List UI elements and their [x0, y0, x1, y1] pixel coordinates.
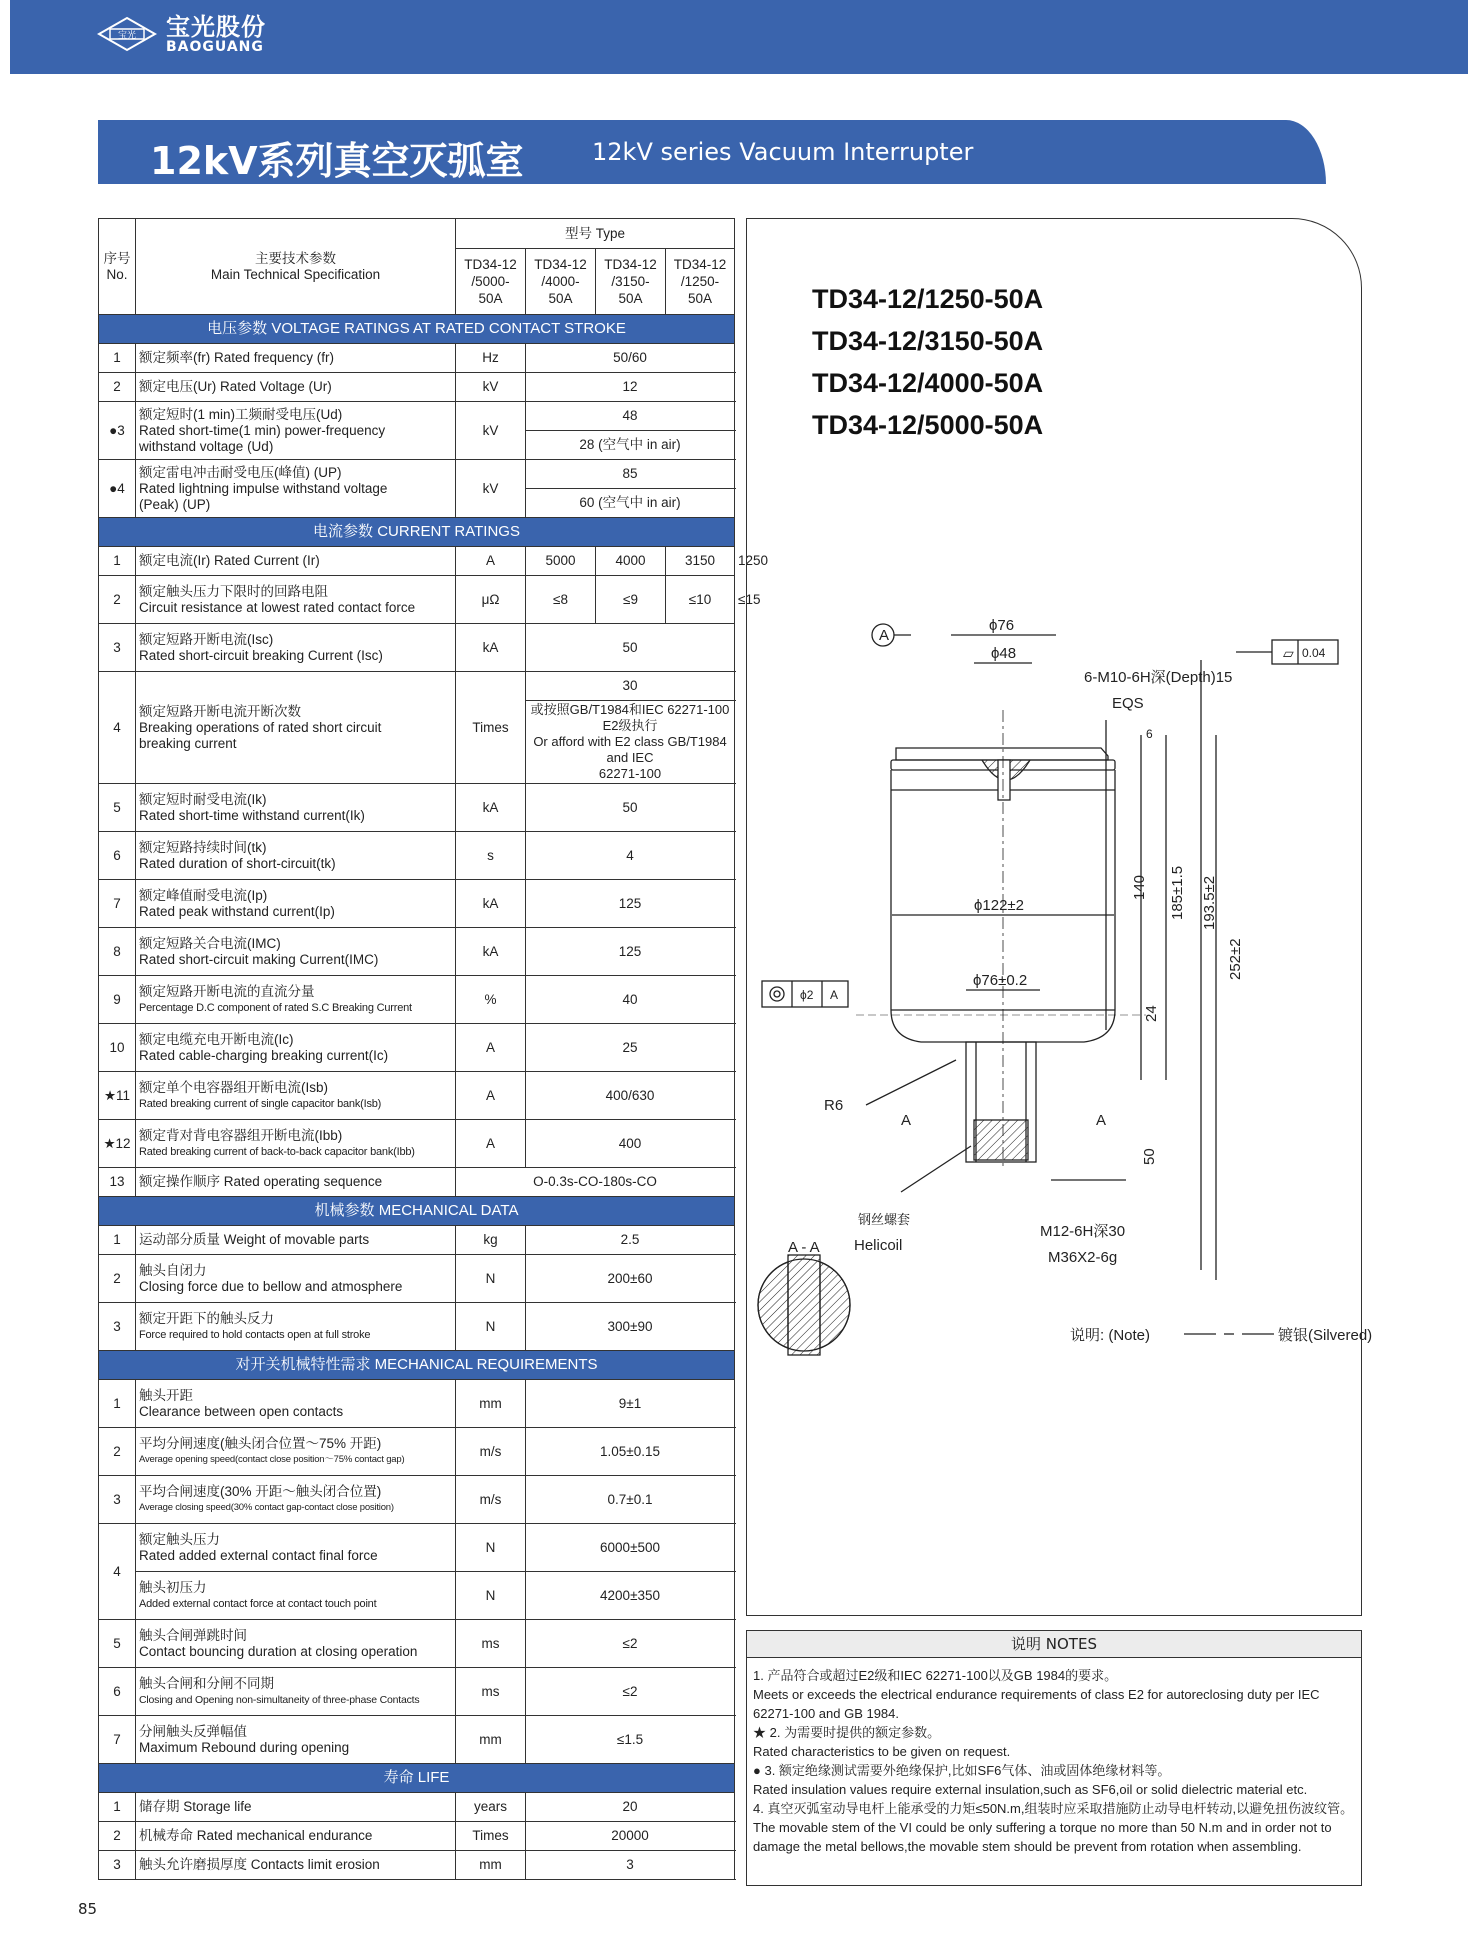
- type-col: TD34-12 /4000- 50A: [526, 249, 596, 315]
- note-line: The movable stem of the VI could be only suffering a torque no more than 50 N.m and in order not to damage the metal bellows,the movable stem should be prevent from rotation when assembling.: [753, 1820, 1332, 1854]
- dim-d76: ϕ76: [989, 617, 1015, 634]
- row-value: 25: [526, 1024, 735, 1072]
- row-value: 125: [526, 880, 735, 928]
- dim-6: 6: [1146, 727, 1153, 741]
- svg-text:宝光: 宝光: [117, 31, 137, 41]
- row-value: 28 (空气中 in air): [526, 431, 735, 460]
- flatness-value: 0.04: [1302, 646, 1326, 660]
- technical-drawing: [746, 560, 1373, 1380]
- row-no: 4: [99, 1524, 136, 1620]
- row-value: 或按照GB/T1984和IEC 62271-100 E2级执行 Or afford with E2 class GB/T1984 and IEC 62271-100: [526, 701, 735, 784]
- row-no: 5: [99, 1620, 136, 1668]
- radius-r6: R6: [824, 1097, 844, 1114]
- dim-193: 193.5±2: [1201, 875, 1218, 930]
- row-value: 4000: [596, 547, 666, 576]
- row-spec-cn: 触头合闸和分闸不同期: [139, 1675, 274, 1691]
- row-no: 1: [99, 1226, 136, 1255]
- flatness-icon: ▱: [1283, 645, 1294, 661]
- row-unit: ms: [456, 1620, 526, 1668]
- notes-box: [746, 1630, 1362, 1886]
- row-value: 400/630: [526, 1072, 735, 1120]
- row-unit: μΩ: [456, 576, 526, 624]
- row-value: ≤9: [596, 576, 666, 624]
- row-unit: mm: [456, 1716, 526, 1764]
- row-value: 3: [526, 1851, 735, 1880]
- row-spec-cn: 额定背对背电容器组开断电流(Ibb): [139, 1127, 343, 1143]
- row-spec: 额定电流(Ir) Rated Current (Ir): [136, 547, 456, 576]
- coax-tolerance: ϕ2: [800, 988, 814, 1002]
- top-flange: [896, 748, 1108, 760]
- row-spec: 触头允许磨损厚度 Contacts limit erosion: [136, 1851, 456, 1880]
- note-line: ★ 2. 为需要时提供的额定参数。: [753, 1725, 941, 1740]
- row-spec: 额定短路开断电流开断次数 Breaking operations of rated short circuit breaking current: [136, 672, 456, 784]
- row-no: 9: [99, 976, 136, 1024]
- model-name: TD34-12/1250-50A: [812, 284, 1044, 314]
- row-spec-cn: 额定开距下的触头反力: [139, 1310, 274, 1326]
- row-no: 2: [99, 576, 136, 624]
- row-value: 9±1: [526, 1380, 735, 1428]
- model-name: TD34-12/5000-50A: [812, 410, 1044, 440]
- row-no: 4: [99, 672, 136, 784]
- row-value: 400: [526, 1120, 735, 1168]
- row-unit: Times: [456, 1822, 526, 1851]
- note-line: Rated insulation values require external insulation,such as SF6,oil or solid dielectric material etc.: [753, 1782, 1308, 1797]
- dim-50: 50: [1141, 1148, 1158, 1165]
- page-title-en: 12kV series Vacuum Interrupter: [592, 138, 974, 166]
- row-unit: ms: [456, 1668, 526, 1716]
- row-spec-en: Closing and Opening non-simultaneity of three-phase Contacts: [139, 1693, 420, 1706]
- row-value: ≤2: [526, 1620, 735, 1668]
- brand-name-cn: 宝光股份: [166, 13, 266, 41]
- dim-d76b: ϕ76±0.2: [973, 972, 1028, 989]
- note-line: 1. 产品符合或超过E2级和IEC 62271-100以及GB 1984的要求。: [753, 1668, 1118, 1683]
- coax-datum: A: [830, 988, 839, 1002]
- row-no: 10: [99, 1024, 136, 1072]
- row-spec: 额定峰值耐受电流(Ip) Rated peak withstand current(Ip): [136, 880, 456, 928]
- row-no: 3: [99, 1476, 136, 1524]
- row-spec: 触头自闭力 Closing force due to bellow and atmosphere: [136, 1255, 456, 1303]
- row-spec: 额定频率(fr) Rated frequency (fr): [136, 344, 456, 373]
- row-spec-en: Average opening speed(contact close position～75% contact gap): [139, 1453, 405, 1465]
- model-list: [812, 278, 1043, 446]
- row-value: 300±90: [526, 1303, 735, 1351]
- type-col: TD34-12 /3150- 50A: [596, 249, 666, 315]
- brand-logo: [98, 14, 266, 54]
- row-value: 50: [526, 784, 735, 832]
- row-value: 2.5: [526, 1226, 735, 1255]
- row-value: 12: [526, 373, 735, 402]
- row-no: 1: [99, 344, 136, 373]
- row-unit: Hz: [456, 344, 526, 373]
- row-spec-cn: 平均分闸速度(触头闭合位置～75% 开距): [139, 1435, 382, 1451]
- row-value: 48: [526, 402, 735, 431]
- row-no: 2: [99, 1822, 136, 1851]
- note-line: 4. 真空灭弧室动导电杆上能承受的力矩≤50N.m,组装时应采取措施防止动导电杆转动,以避免扭伤波纹管。: [753, 1801, 1354, 1816]
- row-unit: kV: [456, 460, 526, 518]
- row-value: 0.7±0.1: [526, 1476, 735, 1524]
- type-col: TD34-12 /1250- 50A: [666, 249, 735, 315]
- row-spec-cn: 额定单个电容器组开断电流(Isb): [139, 1079, 328, 1095]
- note-line: Meets or exceeds the electrical endurance requirements of class E2 for autoreclosing duty per IEC 62271-100 and GB 1984.: [753, 1687, 1320, 1721]
- row-spec: 额定触头压力 Rated added external contact final force: [136, 1524, 456, 1572]
- section-mark-right: A: [1096, 1112, 1107, 1129]
- section-aa-label: A - A: [788, 1239, 820, 1256]
- row-spec: 触头合闸弹跳时间 Contact bouncing duration at closing operation: [136, 1620, 456, 1668]
- row-no: 6: [99, 832, 136, 880]
- row-spec: 额定电缆充电开断电流(Ic) Rated cable-charging breaking current(Ic): [136, 1024, 456, 1072]
- dim-140: 140: [1131, 874, 1148, 900]
- note-line: ● 3. 额定绝缘测试需要外绝缘保护,比如SF6气体、油或固体绝缘材料等。: [753, 1763, 1171, 1778]
- dim-eqs: EQS: [1112, 695, 1144, 712]
- row-unit: kV: [456, 402, 526, 460]
- row-unit: m/s: [456, 1428, 526, 1476]
- row-spec-en: Force required to hold contacts open at full stroke: [139, 1328, 371, 1341]
- row-no: 3: [99, 1303, 136, 1351]
- row-value: 1.05±0.15: [526, 1428, 735, 1476]
- row-unit: A: [456, 1072, 526, 1120]
- notes-title: 说明 NOTES: [747, 1631, 1361, 1658]
- datum-a-label: A: [879, 627, 890, 644]
- row-spec: 额定短路开断电流(Isc) Rated short-circuit breaking Current (Isc): [136, 624, 456, 672]
- row-unit: s: [456, 832, 526, 880]
- row-spec: 运动部分质量 Weight of movable parts: [136, 1226, 456, 1255]
- row-value: 20000: [526, 1822, 735, 1851]
- row-unit: years: [456, 1793, 526, 1822]
- row-spec: 额定短路持续时间(tk) Rated duration of short-circuit(tk): [136, 832, 456, 880]
- section-mechanical: 机械参数 MECHANICAL DATA: [99, 1197, 735, 1226]
- row-spec: 储存期 Storage life: [136, 1793, 456, 1822]
- row-unit: kg: [456, 1226, 526, 1255]
- row-spec-en: Percentage D.C component of rated S.C Breaking Current: [139, 1001, 412, 1014]
- row-value: 125: [526, 928, 735, 976]
- row-spec: 机械寿命 Rated mechanical endurance: [136, 1822, 456, 1851]
- row-spec: 触头开距 Clearance between open contacts: [136, 1380, 456, 1428]
- row-unit: Times: [456, 672, 526, 784]
- row-no: 2: [99, 1255, 136, 1303]
- note-label: 说明: (Note): [1070, 1327, 1151, 1344]
- row-spec: 额定短路关合电流(IMC) Rated short-circuit making Current(IMC): [136, 928, 456, 976]
- dim-m12: M12-6H深30: [1040, 1223, 1126, 1240]
- row-no: ●3: [99, 402, 136, 460]
- title-banner: [98, 120, 1326, 184]
- header-no: 序号 No.: [99, 219, 136, 315]
- row-spec: 额定短时耐受电流(Ik) Rated short-time withstand current(Ik): [136, 784, 456, 832]
- model-name: TD34-12/3150-50A: [812, 326, 1044, 356]
- row-unit: kA: [456, 624, 526, 672]
- row-unit: N: [456, 1572, 526, 1620]
- helicoil-cn: 钢丝螺套: [858, 1212, 911, 1227]
- dim-252: 252±2: [1227, 938, 1244, 980]
- note-line: Rated characteristics to be given on request.: [753, 1744, 1011, 1759]
- row-no: 1: [99, 1380, 136, 1428]
- row-value: 5000: [526, 547, 596, 576]
- row-spec: 额定雷电冲击耐受电压(峰值) (UP) Rated lightning impulse withstand voltage (Peak) (UP): [136, 460, 456, 518]
- row-spec-en: Added external contact force at contact touch point: [139, 1597, 377, 1610]
- row-value: ≤2: [526, 1668, 735, 1716]
- helicoil-en: Helicoil: [854, 1237, 903, 1254]
- row-value: 20: [526, 1793, 735, 1822]
- row-no: ●4: [99, 460, 136, 518]
- row-spec: 额定触头压力下限时的回路电阻 Circuit resistance at lowest rated contact force: [136, 576, 456, 624]
- row-value: 85: [526, 460, 735, 489]
- row-value: 30: [526, 672, 735, 701]
- row-no: 5: [99, 784, 136, 832]
- row-unit: %: [456, 976, 526, 1024]
- row-unit: mm: [456, 1380, 526, 1428]
- section-life: 寿命 LIFE: [99, 1764, 735, 1793]
- row-spec-en: Rated breaking current of back-to-back capacitor bank(Ibb): [139, 1145, 415, 1158]
- row-unit: mm: [456, 1851, 526, 1880]
- row-spec-cn: 触头初压力: [139, 1579, 207, 1595]
- row-unit: kV: [456, 373, 526, 402]
- row-unit: A: [456, 1024, 526, 1072]
- dim-thread-top: 6-M10-6H深(Depth)15: [1084, 669, 1233, 686]
- row-spec: 额定操作顺序 Rated operating sequence: [136, 1168, 456, 1197]
- row-no: 3: [99, 1851, 136, 1880]
- row-no: 2: [99, 373, 136, 402]
- row-unit: m/s: [456, 1476, 526, 1524]
- row-value: 4200±350: [526, 1572, 735, 1620]
- row-value: ≤10: [666, 576, 735, 624]
- row-value: 60 (空气中 in air): [526, 489, 735, 518]
- row-value: 3150: [666, 547, 735, 576]
- dim-m36: M36X2-6g: [1048, 1249, 1118, 1266]
- spec-table: 序号 No. 主要技术参数 Main Technical Specification 型号 Type TD34-12 /5000- 50A TD34-12 /4000- 50A TD34-12 /3150- 50A TD34-12 /1250- 50A 电压参数 VOLTAGE RATINGS AT RATED CONTACT STROKE 1 额定频率(fr) Rated frequency (fr) Hz 50/60 2 额定电压(Ur) Rated Voltage (Ur) kV 12 ●3 额定短时(1 min)工频耐受电压(Ud) Rated short-time(1 min) power-frequency withstand voltage (Ud) kV 48 28 (空气中 in air) ●4 额定雷电冲击耐受电压(峰值) (UP) Rated lightning impulse withstand voltage (Peak) (UP) kV 85 60 (空气中 in air) 电流参数 CURRENT RATINGS 1 额定电流(Ir) Rated Current (Ir) A 5000 4000 3150 1250 2 额定触头压力下限时的回路电阻 Circuit resistance at lowest rated contact force μΩ ≤8 ≤9 ≤10 ≤15 3 额定短路开断电流(Isc) Rated short-circuit breaking Current (Isc) kA 50 4 额定短路开断电流开断次数 Breaking operations of rated short circuit breaking current Times 30 或按照GB/T1984和IEC 62271-100 E2级执行 Or afford with E2 class GB/T1984 and IEC 62271-100 5 额定短时耐受电流(Ik) Rated short-time withstand current(Ik) kA 50 6 额定短路持续时间(tk) Rated duration of short-circuit(tk) s 4 7 额定峰值耐受电流(Ip) Rated peak withstand current(Ip) kA 125 8 额定短路关合电流(IMC) Rated short-circuit making Current(IMC) kA 125 9 额定短路开断电流的直流分量 Percentage D.C component of rated S.C Breaking Current % 40 10 额定电缆充电开断电流(Ic) Rated cable-charging breaking current(Ic) A 25 ★11 额定单个电容器组开断电流(Isb) Rated breaking current of single capacitor bank(Isb) A 400/630 ★12 额定背对背电容器组开断电流(Ibb) Rated breaking current of back-to-back capacitor bank(Ibb) A 400 13 额定操作顺序 Rated operating sequence O-0.3s-CO-180s-CO 机械参数 MECHANICAL DATA 1 运动部分质量 Weight of movable parts kg 2.5 2 触头自闭力 Closing force due to bellow and atmosphere N 200±60 3 额定开距下的触头反力 Force required to hold contacts open at full stroke N 300±90 对开关机械特性需求 MECHANICAL REQUIREMENTS 1 触头开距 Clearance between open contacts mm 9±1 2 平均分闸速度(触头闭合位置～75% 开距) Average opening speed(contact close position～75% contact gap) m/s 1.05±0.15 3 平均合闸速度(30% 开距～触头闭合位置) Average closing speed(30% contact gap-contact close position) m/s 0.7±0.1 4 额定触头压力 Rated added external contact final force N 6000±500 触头初压力 Added external contact force at contact touch point N 4200±350 5 触头合闸弹跳时间 Contact bouncing duration at closing operation ms ≤2 6 触头合闸和分闸不同期 Closing and Opening non-simultaneity of three-phase Contacts ms ≤2 7 分闸触头反弹幅值 Maximum Rebound during opening mm ≤1.5 寿命 LIFE 1 储存期 Storage life years 20 2 机械寿命 Rated mechanical endurance Times 20000 3 触头允许磨损厚度 Contacts limit erosion mm 3: [98, 218, 735, 1880]
- row-value: 200±60: [526, 1255, 735, 1303]
- section-mark-left: A: [901, 1112, 912, 1129]
- page-title-cn: 12kV系列真空灭弧室: [150, 139, 524, 183]
- row-value: ≤1.5: [526, 1716, 735, 1764]
- row-value: 50/60: [526, 344, 735, 373]
- dim-24: 24: [1143, 1005, 1160, 1022]
- section-voltage: 电压参数 VOLTAGE RATINGS AT RATED CONTACT STROKE: [99, 315, 735, 344]
- row-no: 1: [99, 547, 136, 576]
- row-unit: kA: [456, 928, 526, 976]
- row-value: 40: [526, 976, 735, 1024]
- row-spec: 额定短时(1 min)工频耐受电压(Ud) Rated short-time(1 min) power-frequency withstand voltage (Ud): [136, 402, 456, 460]
- row-no: 2: [99, 1428, 136, 1476]
- row-unit: N: [456, 1255, 526, 1303]
- dim-185: 185±1.5: [1169, 865, 1186, 920]
- row-unit: kA: [456, 880, 526, 928]
- section-current: 电流参数 CURRENT RATINGS: [99, 518, 735, 547]
- header-spec: 主要技术参数 Main Technical Specification: [136, 219, 456, 315]
- helicoil-section: [974, 1120, 1028, 1160]
- row-spec: 分闸触头反弹幅值 Maximum Rebound during opening: [136, 1716, 456, 1764]
- model-name: TD34-12/4000-50A: [812, 368, 1044, 398]
- row-spec-en: Rated breaking current of single capacitor bank(Isb): [139, 1097, 382, 1110]
- silvered-label: 镀银(Silvered): [1278, 1327, 1373, 1344]
- row-value: ≤8: [526, 576, 596, 624]
- section-requirements: 对开关机械特性需求 MECHANICAL REQUIREMENTS: [99, 1351, 735, 1380]
- row-no: 6: [99, 1668, 136, 1716]
- header-type: 型号 Type: [456, 219, 735, 249]
- row-no: ★12: [99, 1120, 136, 1168]
- row-unit: A: [456, 547, 526, 576]
- dim-d122: ϕ122±2: [974, 897, 1025, 914]
- row-value: 6000±500: [526, 1524, 735, 1572]
- row-unit: A: [456, 1120, 526, 1168]
- row-no: 3: [99, 624, 136, 672]
- brand-name-en: BAOGUANG: [166, 39, 264, 55]
- row-value: 4: [526, 832, 735, 880]
- row-no: 13: [99, 1168, 136, 1197]
- logo-diamond-icon: [98, 17, 156, 51]
- row-unit: N: [456, 1524, 526, 1572]
- page-number: 85: [78, 1900, 98, 1918]
- row-value: O-0.3s-CO-180s-CO: [456, 1168, 735, 1197]
- row-no: 1: [99, 1793, 136, 1822]
- type-col: TD34-12 /5000- 50A: [456, 249, 526, 315]
- row-spec-cn: 额定短路开断电流的直流分量: [139, 983, 315, 999]
- row-spec-cn: 平均合闸速度(30% 开距～触头闭合位置): [139, 1483, 382, 1499]
- row-unit: kA: [456, 784, 526, 832]
- row-unit: N: [456, 1303, 526, 1351]
- row-spec: 额定电压(Ur) Rated Voltage (Ur): [136, 373, 456, 402]
- row-no: ★11: [99, 1072, 136, 1120]
- row-value: 50: [526, 624, 735, 672]
- row-no: 7: [99, 1716, 136, 1764]
- row-no: 8: [99, 928, 136, 976]
- row-spec-en: Average closing speed(30% contact gap-contact close position): [139, 1501, 394, 1513]
- notes-body: [747, 1658, 1361, 1864]
- dim-d48: ϕ48: [991, 645, 1017, 662]
- row-no: 7: [99, 880, 136, 928]
